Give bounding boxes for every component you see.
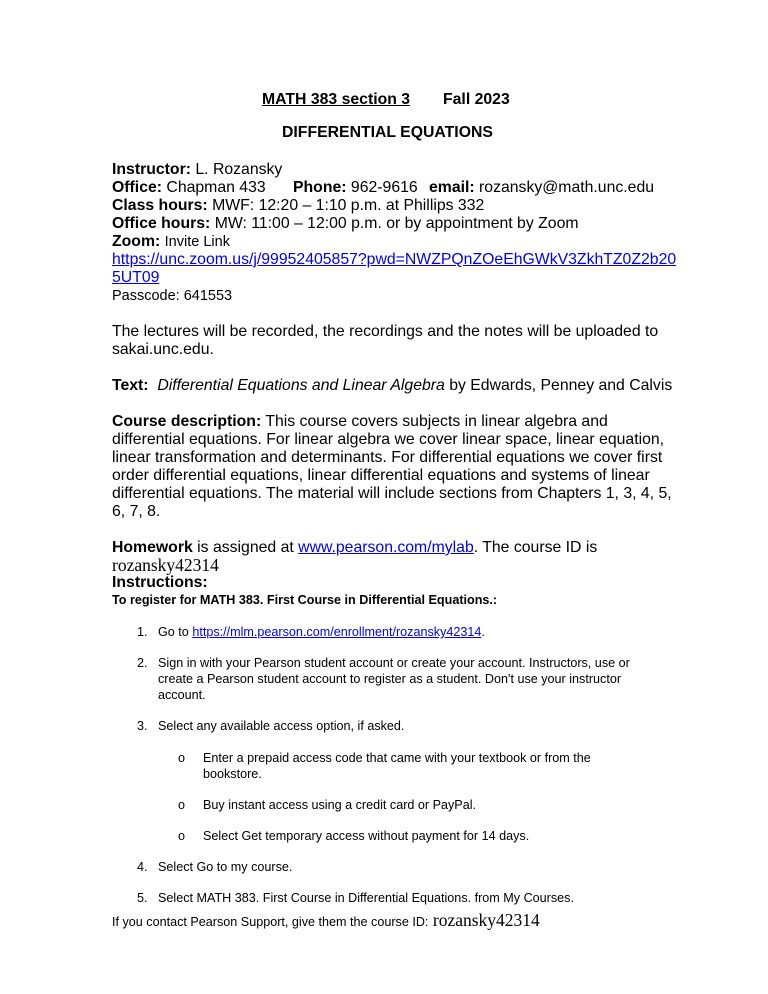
office-hours-value: MW: 11:00 – 12:00 p.m. or by appointment by Zoom xyxy=(214,215,579,232)
description-label: Course description: xyxy=(112,413,262,430)
zoom-link-line1[interactable]: https://unc.zoom.us/j/99952405857?pwd=NWZPQnZOeEhGWkV3ZkhTZ0Z2b20 xyxy=(112,251,677,268)
bullet-icon: o xyxy=(178,798,186,812)
homework-label: Homework xyxy=(112,539,193,556)
homework-course-id: rozansky42314 xyxy=(112,555,219,575)
textbook-label: Text: xyxy=(112,377,149,394)
sub-option-2: Buy instant access using a credit card or PayPal. xyxy=(203,798,476,812)
instructions-subheading: To register for MATH 383. First Course in Differential Equations.: xyxy=(112,593,498,607)
description-line3: linear transformation and determinants. For differential equations we cover first xyxy=(112,449,663,466)
enrollment-link[interactable]: https://mlm.pearson.com/enrollment/rozansky42314 xyxy=(192,625,482,639)
step-2-line3: account. xyxy=(158,688,206,702)
description-line4: order differential equations, linear differential equations and systems of linear xyxy=(112,467,650,484)
support-text: If you contact Pearson Support, give them the course ID: xyxy=(112,915,429,929)
homework-text-2: . The course ID is xyxy=(473,539,598,556)
description-text: This course covers subjects in linear algebra and xyxy=(265,413,608,430)
step-3-text: Select any available access option, if asked. xyxy=(158,719,405,733)
office-hours-label: Office hours: xyxy=(112,215,211,232)
email-line xyxy=(429,179,654,197)
step-1-number: 1. xyxy=(137,625,148,639)
lectures-line2: sakai.unc.edu. xyxy=(112,341,214,358)
instructions-heading: Instructions: xyxy=(112,574,208,591)
zoom-passcode: Passcode: 641553 xyxy=(112,288,233,304)
textbook-line xyxy=(112,377,672,395)
sub-option-3: Select Get temporary access without payment for 14 days. xyxy=(203,829,530,843)
sub-option-1-line1: Enter a prepaid access code that came with your textbook or from the xyxy=(203,751,591,765)
course-title: DIFFERENTIAL EQUATIONS xyxy=(282,124,493,141)
bullet-icon: o xyxy=(178,829,186,843)
step-1-text: Go to xyxy=(158,625,189,639)
description-line1 xyxy=(112,413,608,431)
textbook-authors: by Edwards, Penney and Calvis xyxy=(449,377,673,394)
office-hours-line xyxy=(112,215,579,233)
description-line5: differential equations. The material will include sections from Chapters 1, 3, 4, 5, xyxy=(112,485,672,502)
homework-text: is assigned at xyxy=(197,539,294,556)
step-1 xyxy=(158,624,485,640)
step-2-line2: create a Pearson student account to register as a student. Don't use your instructor xyxy=(158,672,622,686)
class-hours-value: MWF: 12:20 – 1:10 p.m. at Phillips 332 xyxy=(212,197,485,214)
bullet-icon: o xyxy=(178,751,186,765)
office-value: Chapman 433 xyxy=(166,179,266,196)
instructor-line xyxy=(112,161,282,179)
instructor-name: L. Rozansky xyxy=(195,161,283,178)
step-5-number: 5. xyxy=(137,891,148,905)
zoom-invite: Invite Link xyxy=(164,234,230,250)
phone-label: Phone: xyxy=(293,179,347,196)
zoom-line xyxy=(112,233,230,251)
mylab-link[interactable]: www.pearson.com/mylab xyxy=(298,539,474,556)
support-line xyxy=(112,910,540,932)
step-5-text: Select MATH 383. First Course in Differential Equations. from My Courses. xyxy=(158,891,574,905)
sub-option-1-line2: bookstore. xyxy=(203,767,262,781)
instructor-label: Instructor: xyxy=(112,161,191,178)
course-code: MATH 383 section 3 xyxy=(262,91,411,108)
class-hours-label: Class hours: xyxy=(112,197,208,214)
office-label: Office: xyxy=(112,179,163,196)
step-4-text: Select Go to my course. xyxy=(158,860,293,874)
description-line2: differential equations. For linear algebra we cover linear space, linear equation, xyxy=(112,431,665,448)
step-4-number: 4. xyxy=(137,860,148,874)
textbook-title: Differential Equations and Linear Algebra xyxy=(157,377,445,394)
step-2-line1: Sign in with your Pearson student account or create your account. Instructors, use or xyxy=(158,656,630,670)
phone-line xyxy=(293,179,418,197)
email-label: email: xyxy=(429,179,475,196)
zoom-link-line2[interactable]: 5UT09 xyxy=(112,269,160,286)
zoom-label: Zoom: xyxy=(112,233,161,250)
support-course-id: rozansky42314 xyxy=(432,910,540,930)
phone-value: 962-9616 xyxy=(350,179,418,196)
office-line xyxy=(112,179,266,197)
step-3-number: 3. xyxy=(137,719,148,733)
description-line6: 6, 7, 8. xyxy=(112,503,161,520)
step-1-end: . xyxy=(481,625,485,639)
course-term: Fall 2023 xyxy=(443,91,510,108)
email-value: rozansky@math.unc.edu xyxy=(479,179,655,196)
lectures-line1: The lectures will be recorded, the recordings and the notes will be uploaded to xyxy=(112,323,659,340)
class-hours-line xyxy=(112,197,484,215)
step-2-number: 2. xyxy=(137,656,148,670)
